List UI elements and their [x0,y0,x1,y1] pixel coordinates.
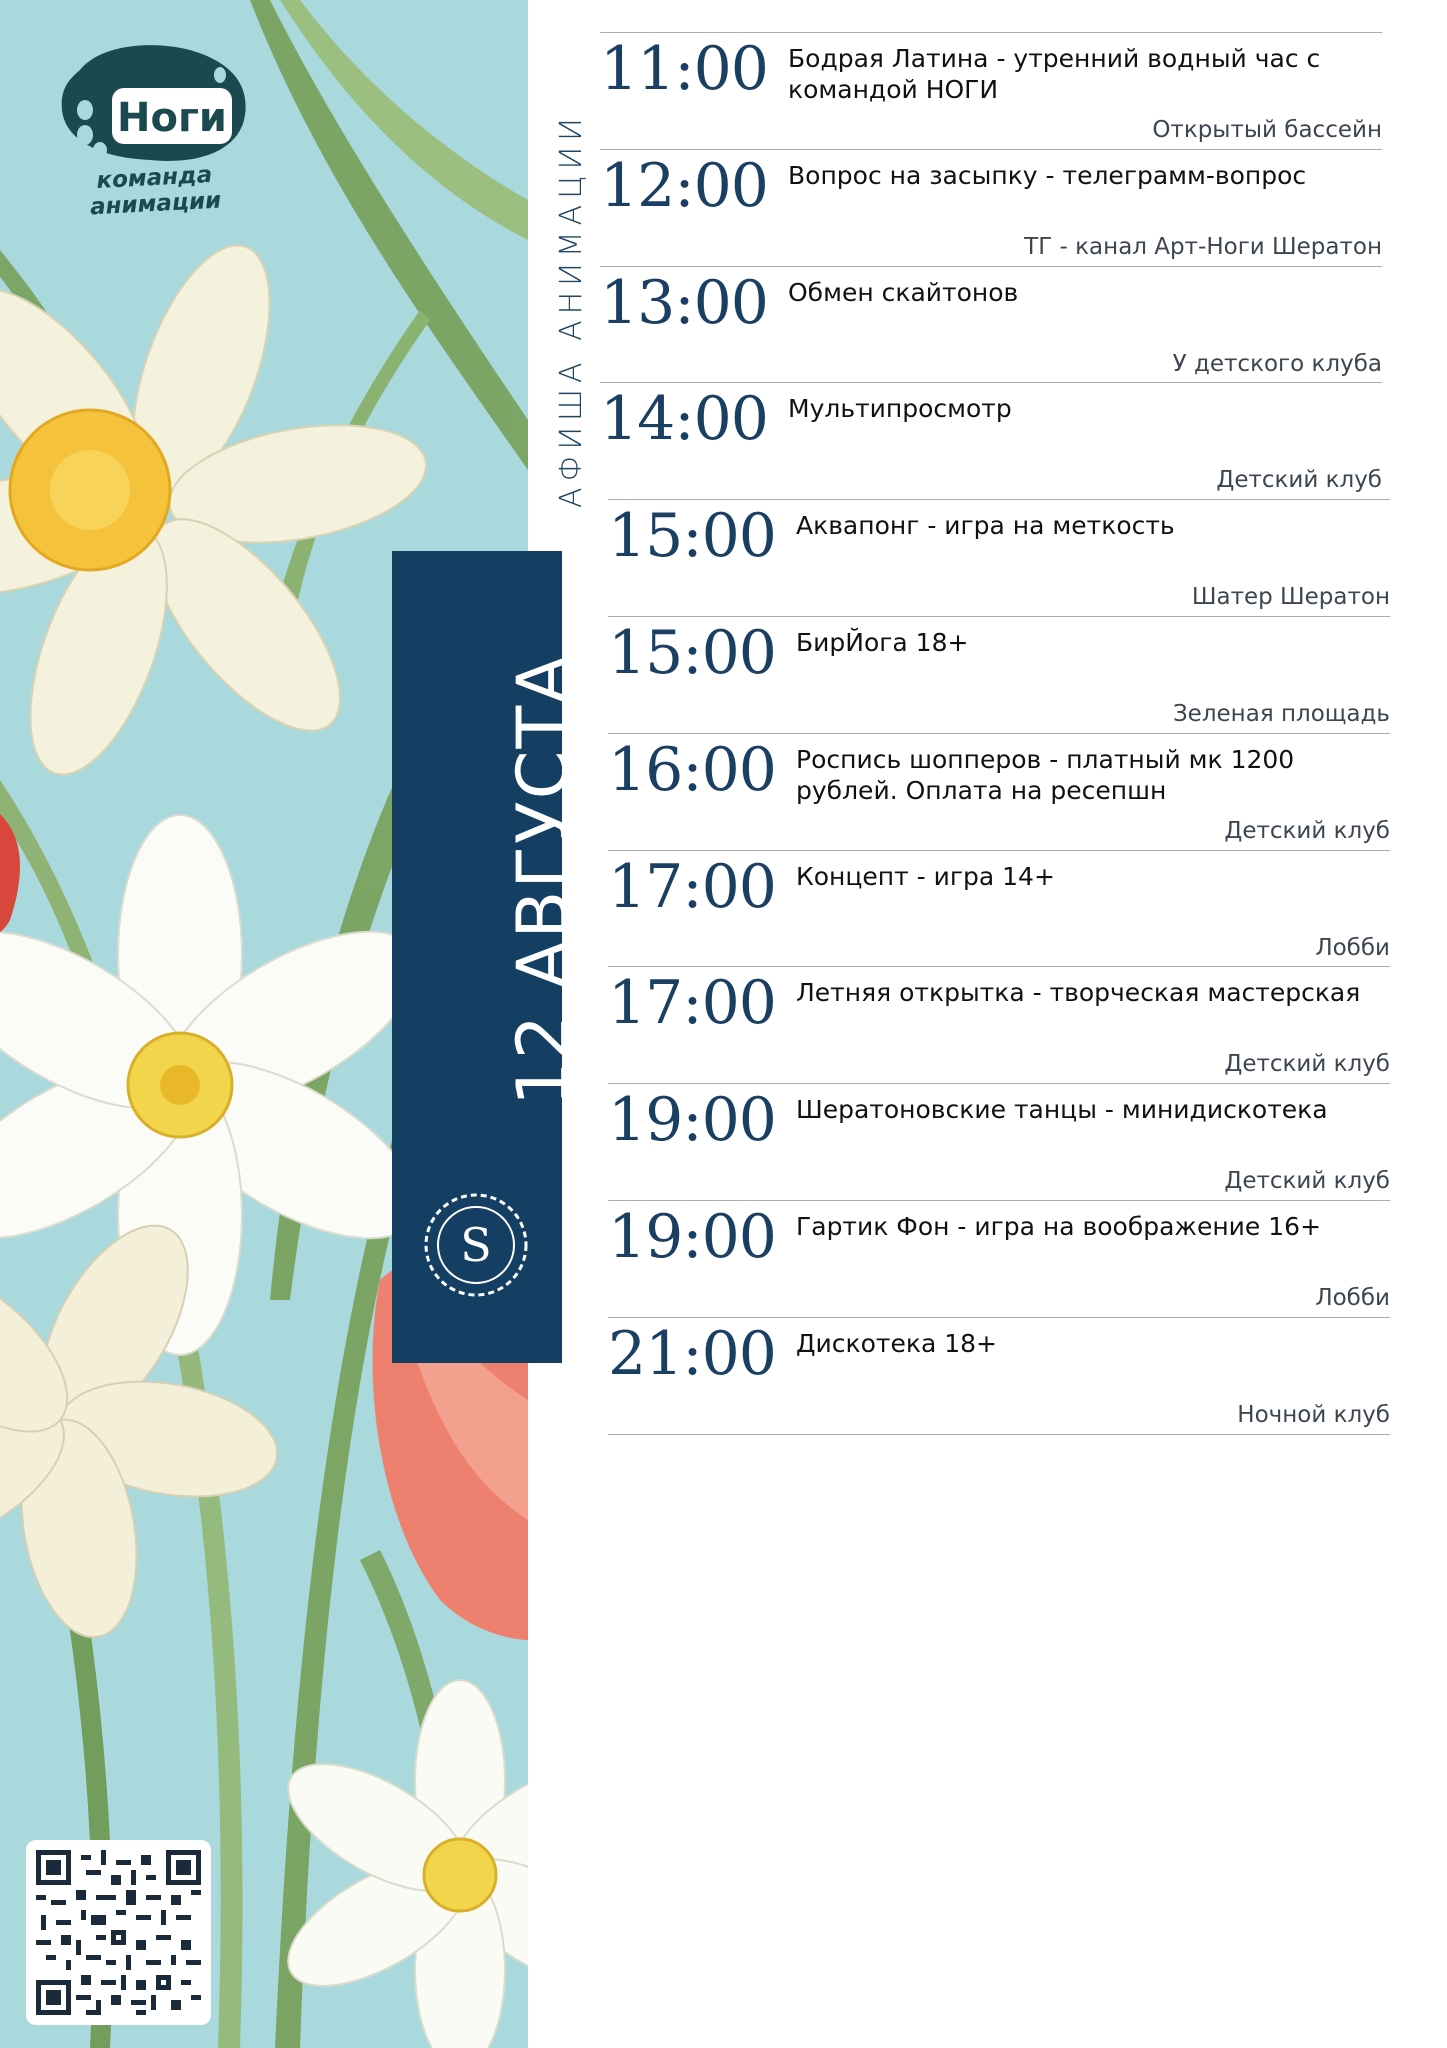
qr-code-icon [36,1850,201,2015]
schedule-event [608,1200,1390,1317]
event-time: 19:00 [608,1085,776,1156]
event-place: Ночной клуб [1237,1401,1390,1428]
event-title: Вопрос на засыпку - телеграмм-вопрос [788,160,1307,190]
event-title: Дискотека 18+ [796,1328,997,1358]
event-title: Летняя открытка - творческая мастерская [796,978,1361,1008]
schedule-event [600,266,1382,383]
event-time: 19:00 [608,1202,776,1272]
event-title: БирЙога 18+ [796,628,969,657]
schedule-event [608,616,1390,733]
event-title: Обмен скайтонов [788,277,1019,307]
event-title: Бодрая Латина - утренний водный час с командой НОГИ [788,44,1321,104]
event-time: 15:00 [608,618,776,688]
event-time: 17:00 [608,968,776,1039]
event-place: Шатер Шератон [1191,584,1390,611]
event-title: Шератоновские танцы - минидискотека [796,1095,1328,1125]
date-banner [392,551,584,1363]
event-time: 13:00 [600,267,768,338]
event-time: 15:00 [608,501,776,572]
event-place: Детский клуб [1224,1051,1390,1078]
schedule-event [608,1317,1390,1434]
event-place: Лобби [1315,1285,1390,1311]
hotel-logo-letter: S [460,1218,492,1272]
nogi-logo-icon [40,40,270,170]
schedule-event [600,382,1382,499]
event-place: Зеленая площадь [1172,701,1390,727]
event-time: 14:00 [600,384,768,455]
event-place: Детский клуб [1216,467,1382,494]
schedule-event [608,1083,1390,1200]
schedule-event [600,32,1382,149]
schedule-event [608,499,1390,616]
date-label: 12 АВГУСТА [502,653,584,1106]
nogi-logo-subtitle: команда анимации [89,162,222,221]
event-title: Гартик Фон - игра на воображение 16+ [796,1212,1322,1241]
schedule-event [608,850,1390,967]
hotel-logo-icon [420,1189,532,1301]
event-place: У детского клуба [1172,350,1382,377]
event-title: Роспись шопперов - платный мк 1200 рублей. Оплата на ресепшн [796,744,1295,805]
event-title: Аквапонг - игра на меткость [796,511,1175,541]
event-time: 17:00 [608,851,776,922]
schedule-event [608,966,1390,1083]
event-place: Детский клуб [1224,1168,1390,1195]
event-time: 16:00 [608,734,776,805]
event-place: Лобби [1315,934,1390,961]
event-time: 21:00 [608,1318,776,1389]
schedule-event [600,149,1382,266]
qr-code[interactable] [26,1840,211,2025]
event-place: Детский клуб [1224,817,1390,844]
event-title: Концепт - игра 14+ [796,861,1055,891]
schedule-event [608,733,1390,850]
event-title: Мультипросмотр [788,394,1012,424]
schedule-end-divider [608,1434,1390,1435]
event-time: 12:00 [600,150,768,221]
nogi-logo-text: Ноги [117,95,227,141]
event-place: ТГ - канал Арт-Ноги Шератон [1024,233,1382,260]
vertical-subtitle-text: АФИША АНИМАЦИИ [554,112,589,508]
event-time: 11:00 [600,34,768,104]
event-place: Открытый бассейн [1152,117,1382,143]
